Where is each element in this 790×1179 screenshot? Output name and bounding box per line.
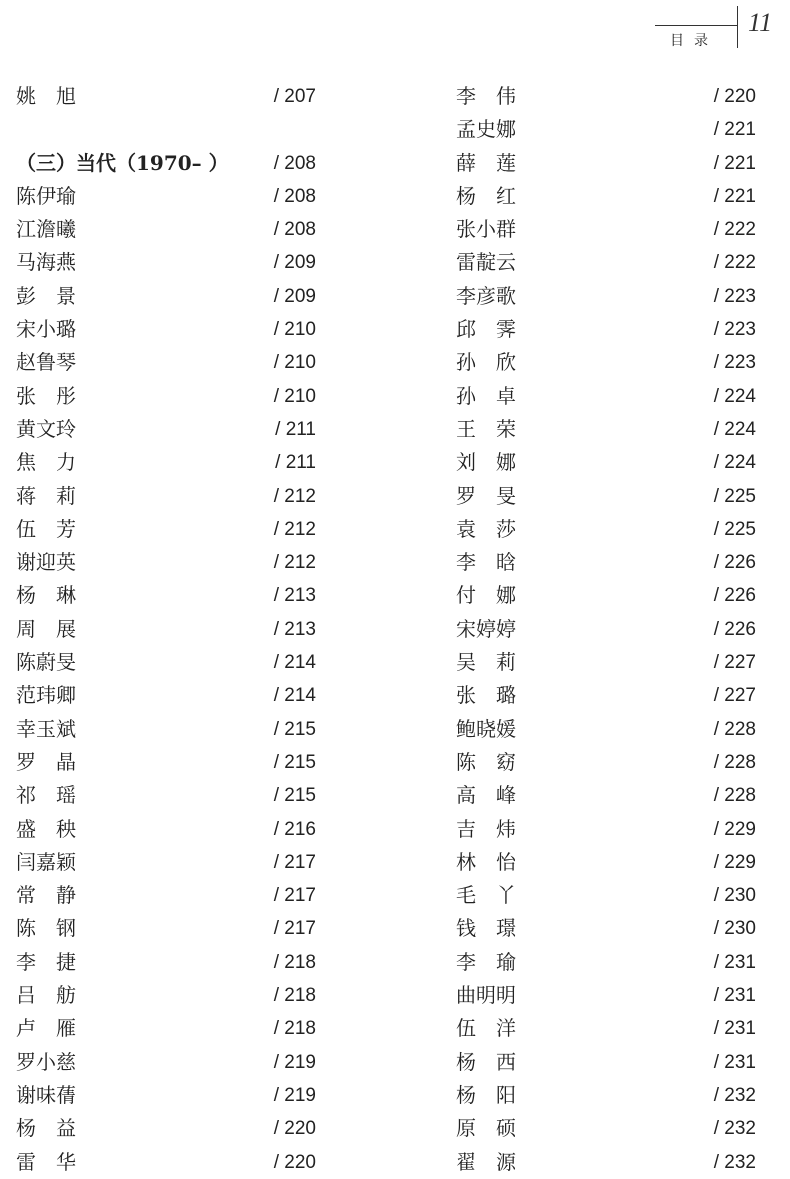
toc-entry — [16, 80, 316, 113]
toc-entry-page: / 226 — [713, 618, 756, 640]
toc-entry — [456, 1079, 756, 1112]
toc-entry-name: 陈 钢 — [16, 916, 76, 941]
toc-entry — [16, 313, 316, 346]
toc-entry-name: 焦 力 — [16, 450, 76, 475]
toc-entry-page: / 220 — [273, 1118, 316, 1140]
toc-entry — [456, 346, 756, 379]
toc-entry-name: 杨 红 — [456, 183, 516, 208]
toc-entry-page: / 210 — [273, 352, 316, 374]
toc-entry-name: 陈伊瑜 — [16, 183, 76, 208]
toc-entry — [16, 579, 316, 612]
toc-entry-name: 宋婷婷 — [456, 616, 516, 641]
toc-entry — [456, 1146, 756, 1179]
toc-entry-name: 李 晗 — [456, 550, 516, 575]
toc-entry-name: 高 峰 — [456, 783, 516, 808]
toc-entry — [16, 1079, 316, 1112]
toc-entry — [456, 879, 756, 912]
toc-entry-name: 杨 阳 — [456, 1082, 516, 1107]
toc-entry-page: / 229 — [713, 818, 756, 840]
toc-entry-page: / 215 — [273, 718, 316, 740]
toc-entry — [456, 513, 756, 546]
toc-entry-name: 彭 景 — [16, 283, 76, 308]
toc-entry-name: 幸玉斌 — [16, 716, 76, 741]
toc-entry-page: / 215 — [273, 751, 316, 773]
toc-entry-name: 孟史娜 — [456, 117, 516, 142]
toc-entry-name: 王 荣 — [456, 416, 516, 441]
toc-entry — [16, 380, 316, 413]
toc-entry-page: / 209 — [273, 285, 316, 307]
toc-entry-page: / 231 — [713, 985, 756, 1007]
toc-entry-name: 付 娜 — [456, 583, 516, 608]
toc-entry-name: 林 怡 — [456, 849, 516, 874]
toc-entry — [456, 280, 756, 313]
toc-entry-page: / 221 — [713, 185, 756, 207]
toc-entry-page: / 208 — [273, 185, 316, 207]
toc-entry-name: 翟 源 — [456, 1149, 516, 1174]
toc-entry-name: 鲍晓媛 — [456, 716, 516, 741]
toc-entry — [16, 646, 316, 679]
toc-entry — [16, 779, 316, 812]
toc-entry-page: / 212 — [273, 518, 316, 540]
toc-entry — [456, 113, 756, 146]
toc-entry-name: 钱 璟 — [456, 916, 516, 941]
toc-entry — [456, 213, 756, 246]
toc-entry-page: / 207 — [273, 86, 316, 107]
toc-entry — [456, 1046, 756, 1079]
toc-entry-name: 闫嘉颖 — [16, 849, 76, 874]
toc-entry — [456, 480, 756, 513]
toc-entry-name: 伍 芳 — [16, 516, 76, 541]
toc-left-column — [16, 80, 316, 1179]
toc-entry-page: / 208 — [273, 219, 316, 241]
toc-entry-page: / 219 — [273, 1084, 316, 1106]
toc-entry-name: 蒋 莉 — [16, 483, 76, 508]
toc-entry-page: / 213 — [273, 618, 316, 640]
toc-entry-page: / 212 — [273, 485, 316, 507]
toc-entry — [456, 713, 756, 746]
toc-entry-page: / 225 — [713, 518, 756, 540]
toc-entry — [456, 946, 756, 979]
toc-entry — [16, 546, 316, 579]
page-header — [0, 0, 790, 60]
toc-entry-name: 马海燕 — [16, 250, 76, 275]
toc-entry — [456, 313, 756, 346]
toc-entry-page: / 231 — [713, 1018, 756, 1040]
toc-entry-page: / 229 — [713, 851, 756, 873]
toc-entry-page: / 227 — [713, 652, 756, 674]
toc-entry-page: / 224 — [713, 452, 756, 474]
toc-entry-name: 谢迎英 — [16, 550, 76, 575]
toc-entry-page: / 214 — [273, 652, 316, 674]
toc-entry — [16, 180, 316, 213]
toc-entry-page: / 226 — [713, 552, 756, 574]
toc-entry — [456, 246, 756, 279]
toc-entry-page: / 222 — [713, 219, 756, 241]
toc-entry-name: 杨 西 — [456, 1049, 516, 1074]
toc-right-column — [456, 80, 756, 1179]
toc-entry-name: 雷靛云 — [456, 250, 516, 275]
toc-entry-name: 毛 丫 — [456, 883, 516, 908]
toc-entry-page: / 231 — [713, 1051, 756, 1073]
toc-entry-name: 杨 琳 — [16, 583, 76, 608]
toc-entry — [456, 746, 756, 779]
toc-entry — [16, 679, 316, 712]
toc-entry-name: 周 展 — [16, 616, 76, 641]
toc-entry-page: / 218 — [273, 951, 316, 973]
toc-entry — [16, 1046, 316, 1079]
toc-entry-name: 卢 雁 — [16, 1016, 76, 1041]
toc-entry — [456, 979, 756, 1012]
toc-entry-name: 曲明明 — [456, 983, 516, 1008]
toc-entry-page: / 219 — [273, 1051, 316, 1073]
toc-entry-page: / 209 — [273, 252, 316, 274]
toc-entry-name: 吕 舫 — [16, 983, 76, 1008]
toc-entry-name: 谢味蒨 — [16, 1082, 76, 1107]
toc-entry-page: / 215 — [273, 785, 316, 807]
toc-entry-page: / 232 — [713, 1118, 756, 1140]
toc-entry-page: / 208 — [273, 152, 316, 174]
toc-entry — [16, 480, 316, 513]
toc-entry — [16, 813, 316, 846]
toc-entry-name: 张 彤 — [16, 383, 76, 408]
toc-entry-name: 刘 娜 — [456, 450, 516, 475]
toc-section-heading — [16, 147, 316, 180]
toc-entry-page: / 221 — [713, 152, 756, 174]
toc-entry-name: 袁 莎 — [456, 516, 516, 541]
toc-entry-name: 李彦歌 — [456, 283, 516, 308]
toc-entry — [16, 446, 316, 479]
toc-entry-name: 吴 莉 — [456, 650, 516, 675]
toc-entry-name: 孙 欣 — [456, 350, 516, 375]
toc-entry-page: / 217 — [273, 885, 316, 907]
toc-entry-name: 江澹曦 — [16, 217, 76, 242]
toc-entry-page: / 220 — [273, 1151, 316, 1173]
toc-entry-name: 盛 秧 — [16, 816, 76, 841]
toc-entry-page: / 220 — [713, 86, 756, 107]
toc-entry-name: 孙 卓 — [456, 383, 516, 408]
toc-entry — [16, 1012, 316, 1045]
toc-entry — [16, 1146, 316, 1179]
toc-entry-name: 罗 晶 — [16, 749, 76, 774]
toc-entry — [456, 180, 756, 213]
toc-entry-page: / 232 — [713, 1151, 756, 1173]
toc-entry — [16, 346, 316, 379]
toc-entry-name: 常 静 — [16, 883, 76, 908]
page-number: 11 — [748, 8, 773, 37]
toc-entry-name: 陈蔚旻 — [16, 650, 76, 675]
toc-entry-page: / 210 — [273, 319, 316, 341]
toc-entry-page: / 218 — [273, 1018, 316, 1040]
header-rule — [655, 25, 737, 26]
toc-entry — [16, 513, 316, 546]
toc-entry-name: 原 硕 — [456, 1116, 516, 1141]
toc-entry-name: 李 捷 — [16, 949, 76, 974]
toc-entry-name: 邱 霁 — [456, 317, 516, 342]
header-divider — [737, 6, 738, 48]
toc-entry — [16, 713, 316, 746]
toc-entry-page: / 227 — [713, 685, 756, 707]
toc-entry-name: 祁 瑶 — [16, 783, 76, 808]
toc-entry-page: / 211 — [275, 452, 316, 474]
toc-entry-name: 李 瑜 — [456, 949, 516, 974]
toc-entry — [456, 679, 756, 712]
toc-entry-name: 宋小璐 — [16, 317, 76, 342]
toc-entry — [456, 380, 756, 413]
toc-entry-page: / 223 — [713, 352, 756, 374]
toc-entry-page: / 212 — [273, 552, 316, 574]
toc-entry-page: / 210 — [273, 385, 316, 407]
toc-entry — [16, 846, 316, 879]
toc-entry-page: / 222 — [713, 252, 756, 274]
toc-entry-page: / 211 — [275, 418, 316, 440]
toc-entry-page: / 223 — [713, 319, 756, 341]
toc-entry-name: 姚 旭 — [16, 84, 76, 108]
toc-entry-name: 黄文玲 — [16, 416, 76, 441]
toc-entry — [456, 579, 756, 612]
toc-entry — [16, 979, 316, 1012]
toc-entry-name: 张 璐 — [456, 683, 516, 708]
toc-entry — [16, 912, 316, 945]
toc-entry-page: / 224 — [713, 418, 756, 440]
toc-entry-page: / 217 — [273, 918, 316, 940]
toc-entry-name: 赵鲁琴 — [16, 350, 76, 375]
toc-entry — [456, 446, 756, 479]
toc-entry — [16, 946, 316, 979]
toc-entry — [456, 613, 756, 646]
toc-entry — [456, 912, 756, 945]
section-label: 目录 — [670, 33, 718, 49]
toc-entry-page: / 218 — [273, 985, 316, 1007]
toc-entry-name: 李 伟 — [456, 84, 516, 108]
toc-entry — [16, 246, 316, 279]
toc-entry-page: / 221 — [713, 119, 756, 141]
toc-entry-page: / 216 — [273, 818, 316, 840]
toc-entry — [456, 1012, 756, 1045]
toc-entry — [16, 746, 316, 779]
toc-entry — [16, 1112, 316, 1145]
toc-entry-name: 陈 窈 — [456, 749, 516, 774]
toc-entry — [16, 280, 316, 313]
toc-entry-page: / 230 — [713, 918, 756, 940]
toc-entry — [456, 779, 756, 812]
toc-entry-name: 吉 炜 — [456, 816, 516, 841]
toc-entry-page: / 223 — [713, 285, 756, 307]
toc-entry-page: / 217 — [273, 851, 316, 873]
toc-entry-page: / 230 — [713, 885, 756, 907]
toc-entry — [456, 413, 756, 446]
toc-entry-page: / 225 — [713, 485, 756, 507]
toc-entry-page: / 213 — [273, 585, 316, 607]
toc-entry-name: 范玮卿 — [16, 683, 76, 708]
toc-entry-page: / 226 — [713, 585, 756, 607]
toc-entry-page: / 224 — [713, 385, 756, 407]
toc-entry — [456, 646, 756, 679]
toc-entry-page: / 232 — [713, 1084, 756, 1106]
toc-entry-name: 张小群 — [456, 217, 516, 242]
toc-entry — [456, 846, 756, 879]
toc-entry — [456, 1112, 756, 1145]
toc-entry — [456, 546, 756, 579]
toc-entry — [456, 813, 756, 846]
toc-entry-name: 伍 洋 — [456, 1016, 516, 1041]
toc-entry-page: / 228 — [713, 718, 756, 740]
toc-entry — [16, 413, 316, 446]
toc-spacer — [16, 113, 316, 146]
toc-entry-page: / 231 — [713, 951, 756, 973]
toc-entry — [456, 147, 756, 180]
toc-entry-name: 罗 旻 — [456, 483, 516, 508]
toc-entry-name: （三）当代（1970– ） — [16, 150, 229, 175]
toc-entry-name: 罗小慈 — [16, 1049, 76, 1074]
toc-entry — [16, 213, 316, 246]
toc-entry — [456, 80, 756, 113]
toc-entry — [16, 879, 316, 912]
toc-entry-page: / 228 — [713, 751, 756, 773]
toc-entry — [16, 613, 316, 646]
toc-entry-name: 杨 益 — [16, 1116, 76, 1141]
toc-entry-page: / 214 — [273, 685, 316, 707]
toc-entry-name: 薛 莲 — [456, 150, 516, 175]
toc-entry-name: 雷 华 — [16, 1149, 76, 1174]
toc-entry-page: / 228 — [713, 785, 756, 807]
